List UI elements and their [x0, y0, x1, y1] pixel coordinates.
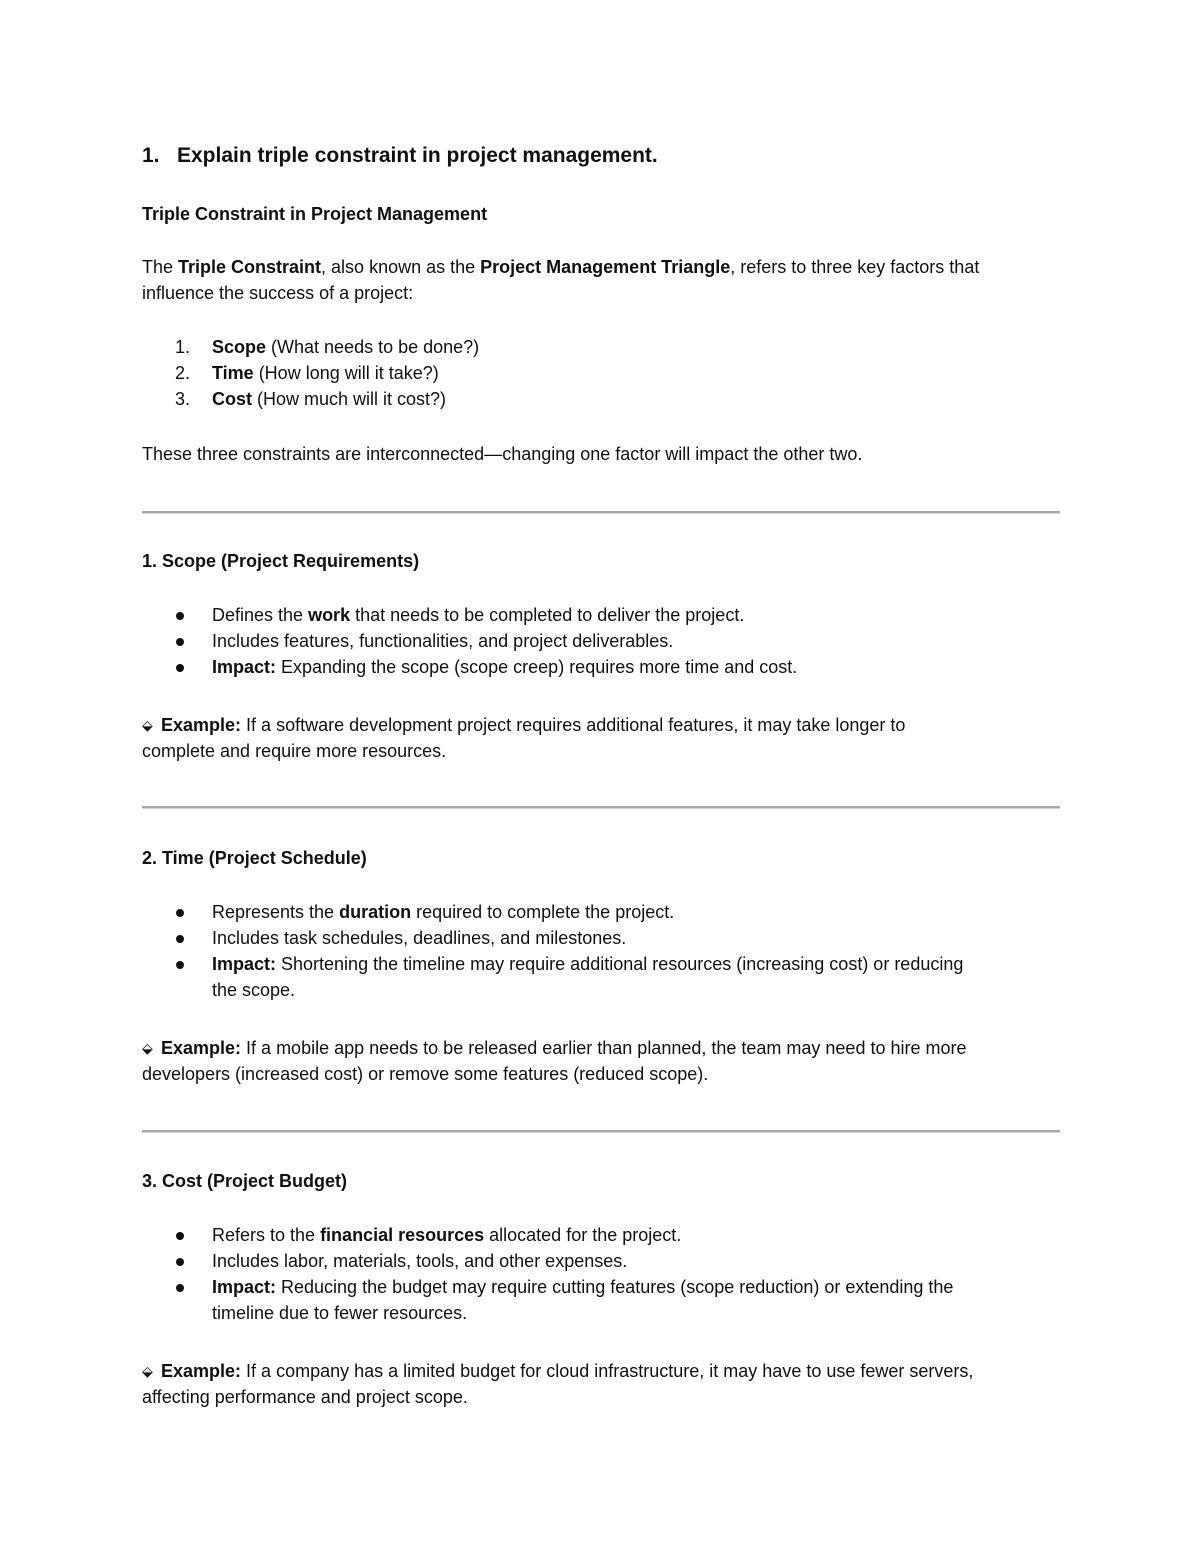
- scope-heading: [142, 548, 1062, 574]
- bullet-text: Represents the: [212, 902, 340, 922]
- factor-desc: (What needs to be done?): [266, 337, 480, 357]
- intro-line-1: [142, 254, 1062, 280]
- list-item: [142, 1222, 1062, 1248]
- list-item: [142, 628, 1062, 654]
- example-text: If a software development project requires additional features, it may take longer to: [241, 715, 906, 735]
- intro-text-3: , refers to three key factors that: [730, 257, 980, 277]
- bullet-text: Includes labor, materials, tools, and other expenses.: [212, 1251, 628, 1271]
- list-item: [142, 951, 1062, 1003]
- bullet-bold: duration: [339, 902, 412, 922]
- bullet-text: Shortening the timeline may require additional resources (increasing cost) or reducing: [276, 954, 964, 974]
- section-heading: [142, 201, 1062, 227]
- intro-line-2: influence the success of a project:: [142, 283, 414, 303]
- example-line-1: [142, 1035, 1062, 1061]
- cost-example: [142, 1358, 1062, 1410]
- list-item: [142, 602, 1062, 628]
- factor-desc: (How much will it cost?): [252, 389, 447, 409]
- example-text: If a mobile app needs to be released earlier than planned, the team may need to hire more: [241, 1038, 967, 1058]
- scope-heading-text: 1. Scope (Project Requirements): [142, 551, 420, 571]
- list-item: [142, 1248, 1062, 1274]
- bullet-bold: financial resources: [320, 1225, 485, 1245]
- bullet-bold: Impact:: [212, 1277, 277, 1297]
- bullet-icon: [176, 1258, 184, 1266]
- intro-text-2: , also known as the: [321, 257, 481, 277]
- question-text: Explain triple constraint in project management.: [177, 144, 658, 167]
- bullet-bold: Impact:: [212, 954, 277, 974]
- bullet-text: Reducing the budget may require cutting features (scope reduction) or extending the: [276, 1277, 954, 1297]
- example-label: Example:: [161, 1038, 242, 1058]
- time-example: [142, 1035, 1062, 1087]
- bullet-text: Includes task schedules, deadlines, and milestones.: [212, 928, 627, 948]
- heading-text: Triple Constraint in Project Management: [142, 204, 488, 224]
- horizontal-rule: [142, 806, 1060, 809]
- factor-label: Time: [212, 363, 254, 383]
- list-item: [142, 1274, 1062, 1326]
- bullet-text-continued: timeline due to fewer resources.: [212, 1303, 468, 1323]
- horizontal-rule: [142, 1130, 1060, 1133]
- list-item: [142, 386, 1062, 412]
- list-item: [142, 899, 1062, 925]
- example-line-2: complete and require more resources.: [142, 741, 447, 761]
- intro-bold-2: Project Management Triangle: [480, 257, 731, 277]
- example-label: Example:: [161, 715, 242, 735]
- scope-bullet-list: [142, 602, 1062, 680]
- factor-label: Scope: [212, 337, 267, 357]
- bullet-text: Expanding the scope (scope creep) requires more time and cost.: [276, 657, 798, 677]
- bullet-text: Includes features, functionalities, and project deliverables.: [212, 631, 674, 651]
- diamond-arrow-icon: ⬙: [142, 1040, 153, 1056]
- question-title: [142, 141, 1062, 171]
- intro-text-1: The: [142, 257, 179, 277]
- list-number: 3.: [175, 389, 191, 409]
- factor-list: [142, 334, 1062, 412]
- bullet-icon: [176, 612, 184, 620]
- bullet-icon: [176, 1284, 184, 1292]
- example-line-1: [142, 1358, 1062, 1384]
- example-line-2: affecting performance and project scope.: [142, 1387, 468, 1407]
- example-line-1: [142, 712, 1062, 738]
- example-text: If a company has a limited budget for cloud infrastructure, it may have to use fewer servers,: [241, 1361, 974, 1381]
- bullet-text: required to complete the project.: [411, 902, 675, 922]
- bullet-text: Defines the: [212, 605, 309, 625]
- bullet-text: Refers to the: [212, 1225, 321, 1245]
- diamond-arrow-icon: ⬙: [142, 717, 153, 733]
- bullet-icon: [176, 664, 184, 672]
- cost-heading-text: 3. Cost (Project Budget): [142, 1171, 348, 1191]
- bullet-icon: [176, 909, 184, 917]
- list-number: 2.: [175, 363, 191, 383]
- factor-desc: (How long will it take?): [253, 363, 439, 383]
- factor-label: Cost: [212, 389, 252, 409]
- question-number: 1.: [142, 144, 160, 167]
- list-number: 1.: [175, 337, 191, 357]
- intro-bold-1: Triple Constraint: [178, 257, 322, 277]
- cost-heading: [142, 1168, 1062, 1194]
- summary-paragraph: These three constraints are interconnected—changing one factor will impact the other two.: [142, 444, 863, 464]
- bullet-bold: work: [308, 605, 351, 625]
- time-heading: [142, 845, 1062, 871]
- list-item: [142, 334, 1062, 360]
- list-item: [142, 925, 1062, 951]
- time-heading-text: 2. Time (Project Schedule): [142, 848, 367, 868]
- example-line-2: developers (increased cost) or remove some features (reduced scope).: [142, 1064, 709, 1084]
- list-item: [142, 654, 1062, 680]
- bullet-icon: [176, 1232, 184, 1240]
- intro-paragraph: [142, 254, 1062, 306]
- bullet-bold: Impact:: [212, 657, 277, 677]
- time-bullet-list: [142, 899, 1062, 1003]
- scope-example: [142, 712, 1062, 764]
- bullet-icon: [176, 961, 184, 969]
- diamond-arrow-icon: ⬙: [142, 1363, 153, 1379]
- horizontal-rule: [142, 511, 1060, 514]
- cost-bullet-list: [142, 1222, 1062, 1326]
- list-item: [142, 360, 1062, 386]
- example-label: Example:: [161, 1361, 242, 1381]
- bullet-text-continued: the scope.: [212, 980, 296, 1000]
- bullet-text: allocated for the project.: [484, 1225, 682, 1245]
- bullet-icon: [176, 935, 184, 943]
- bullet-icon: [176, 638, 184, 646]
- bullet-text: that needs to be completed to deliver the project.: [350, 605, 745, 625]
